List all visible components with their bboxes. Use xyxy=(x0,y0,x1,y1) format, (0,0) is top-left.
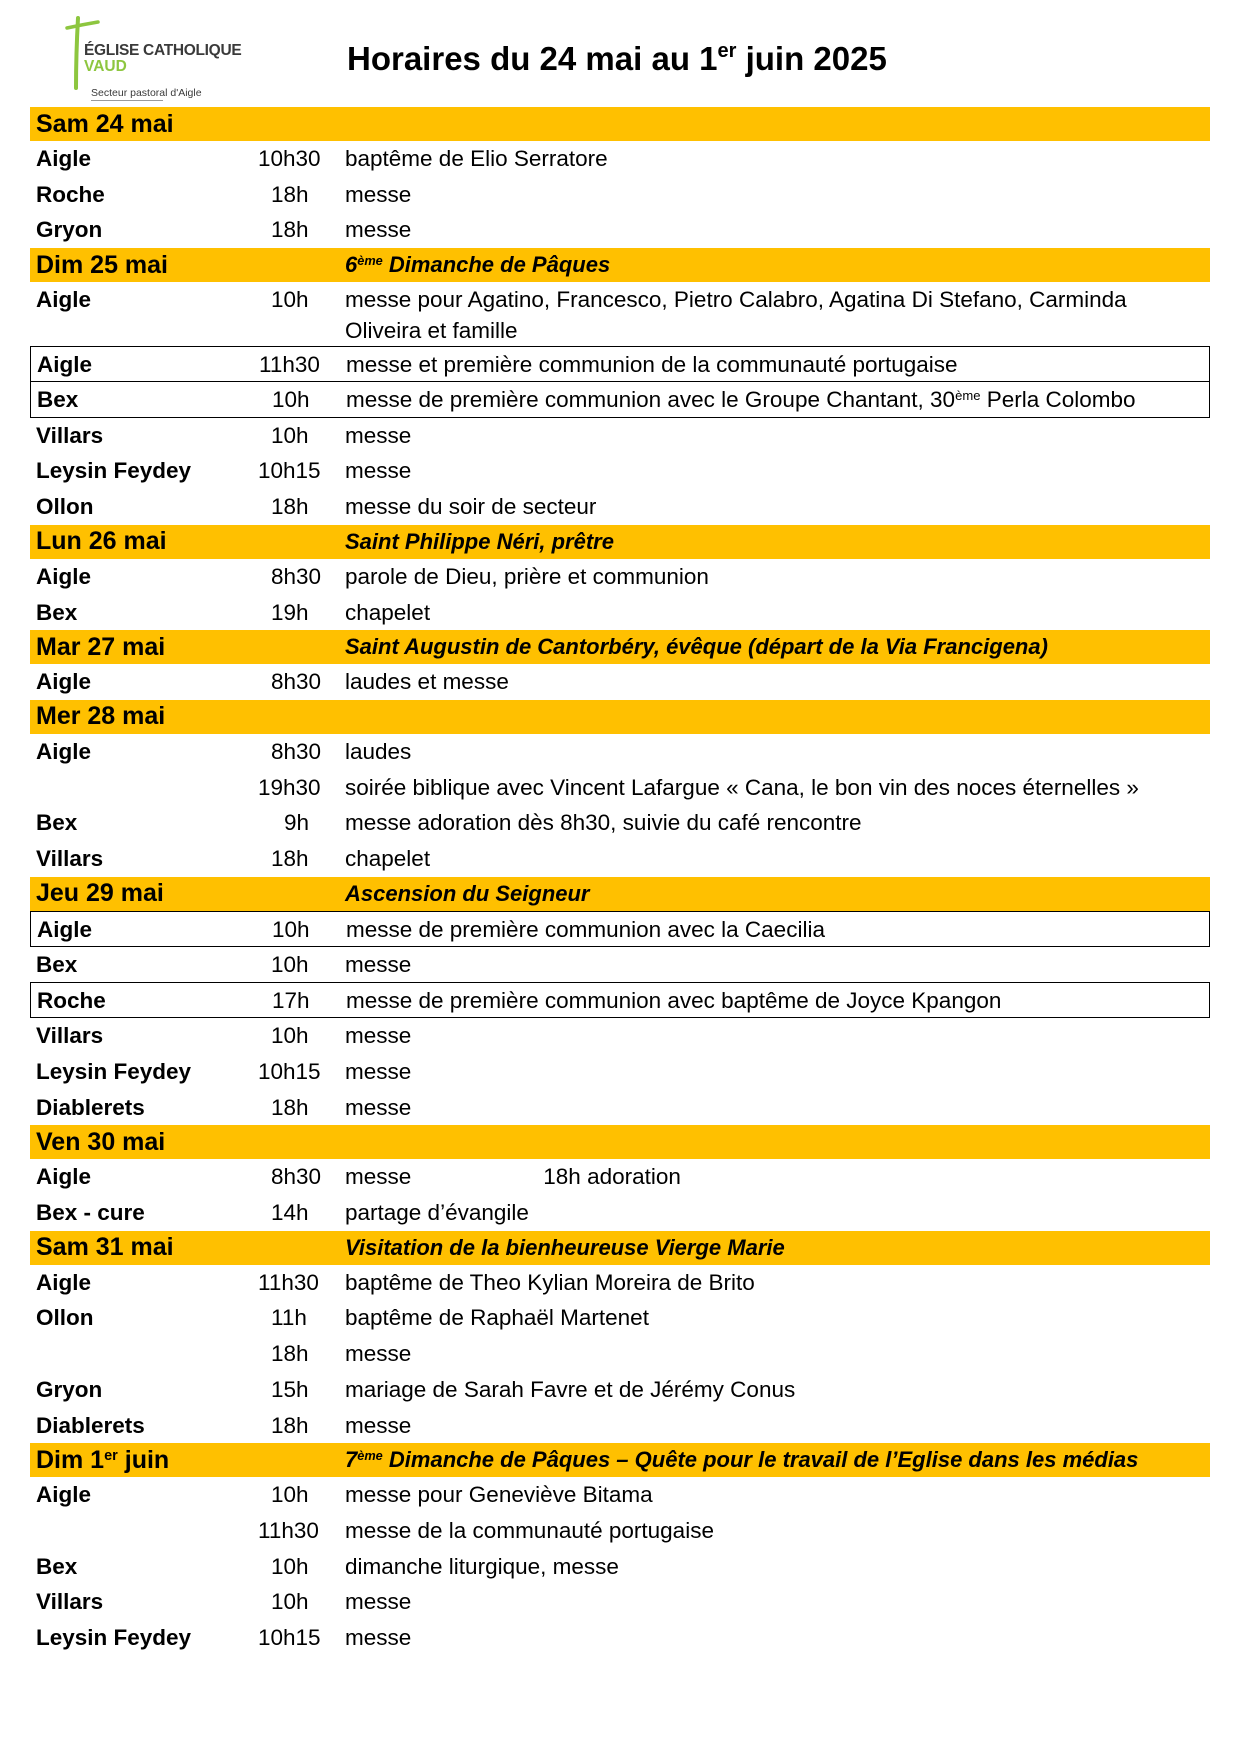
day-header xyxy=(30,107,1210,141)
schedule-row xyxy=(30,1300,1210,1336)
event: chapelet xyxy=(345,599,431,625)
day-label: Mar 27 mai xyxy=(36,632,166,661)
event: messe de la communauté portugaise xyxy=(345,1517,714,1543)
place: Bex xyxy=(36,810,78,836)
place: Gryon xyxy=(36,1376,103,1402)
time: 8h30 xyxy=(271,738,322,764)
time: 18h xyxy=(271,845,309,871)
event: messe xyxy=(345,1023,412,1049)
day-label: Sam 24 mai xyxy=(36,109,174,138)
day-header xyxy=(30,700,1210,734)
schedule-row xyxy=(30,453,1210,489)
schedule-row xyxy=(30,1549,1210,1585)
event: mariage de Sarah Favre et de Jérémy Conus xyxy=(345,1376,796,1402)
schedule-row xyxy=(30,734,1210,770)
place: Bex xyxy=(36,599,78,625)
day-label-month: juin xyxy=(117,1445,170,1474)
day-label xyxy=(30,1446,345,1475)
day-label-superscript: er xyxy=(104,1447,118,1464)
logo-text-church: ÉGLISE CATHOLIQUE xyxy=(84,42,242,59)
day-label: Sam 31 mai xyxy=(36,1233,174,1262)
place xyxy=(30,1336,252,1338)
event: messe adoration dès 8h30, suivie du café rencontre xyxy=(345,810,862,836)
time: 10h xyxy=(272,387,310,413)
day-label: Mer 28 mai xyxy=(36,702,166,731)
time: 10h30 xyxy=(258,146,321,171)
event: messe xyxy=(345,1094,412,1120)
place: Aigle xyxy=(36,563,92,589)
time: 8h30 xyxy=(271,563,322,589)
event: messe xyxy=(345,458,412,484)
logo xyxy=(64,12,264,104)
place: Aigle xyxy=(36,1482,92,1508)
title-superscript: er xyxy=(717,40,737,62)
event: messe xyxy=(345,951,412,977)
place: Diablerets xyxy=(36,1094,145,1120)
event-text-end: Perla Colombo xyxy=(980,387,1136,413)
feast-label xyxy=(345,1447,1138,1473)
schedule-row xyxy=(30,664,1210,700)
schedule-row-highlighted xyxy=(30,982,1210,1018)
schedule-row-highlighted xyxy=(30,911,1210,947)
place: Leysin Feydey xyxy=(36,1624,192,1650)
schedule-row xyxy=(30,947,1210,983)
schedule-row xyxy=(30,1265,1210,1301)
time: 18h xyxy=(271,1341,309,1367)
place: Aigle xyxy=(36,738,92,764)
schedule-row xyxy=(30,1477,1210,1513)
time: 10h15 xyxy=(258,1059,321,1084)
event: dimanche liturgique, messe xyxy=(345,1553,619,1579)
schedule-row xyxy=(30,595,1210,631)
feast-number: 7 xyxy=(345,1447,358,1473)
event xyxy=(345,1159,1210,1192)
event: messe xyxy=(345,181,412,207)
time: 10h xyxy=(271,422,309,448)
place: Bex xyxy=(36,1553,78,1579)
place xyxy=(30,770,252,772)
schedule-row xyxy=(30,1195,1210,1231)
feast-superscript: ème xyxy=(357,253,383,269)
schedule-row xyxy=(30,1584,1210,1620)
time: 8h30 xyxy=(271,669,322,695)
place: Ollon xyxy=(36,494,94,520)
place: Villars xyxy=(36,1589,104,1615)
place: Aigle xyxy=(36,287,92,313)
day-header xyxy=(30,630,1210,664)
time: 11h30 xyxy=(259,352,320,378)
schedule-row xyxy=(30,1336,1210,1372)
event: messe xyxy=(345,1059,412,1084)
day-label: Lun 26 mai xyxy=(36,527,167,556)
day-header xyxy=(30,1231,1210,1265)
schedule-row xyxy=(30,559,1210,595)
schedule-row-highlighted xyxy=(30,346,1210,382)
feast-label: Ascension du Seigneur xyxy=(345,880,590,906)
event: messe xyxy=(345,217,412,243)
place: Bex xyxy=(36,951,78,977)
title-main: Horaires du 24 mai au 1 xyxy=(347,40,718,77)
time: 10h15 xyxy=(258,1624,321,1650)
day-label: Ven 30 mai xyxy=(36,1127,166,1156)
time: 10h xyxy=(271,1482,309,1508)
time: 18h xyxy=(271,181,309,207)
time: 18h xyxy=(271,1412,309,1438)
feast-text: Dimanche de Pâques xyxy=(382,252,611,278)
feast-label xyxy=(345,252,610,278)
day-header xyxy=(30,525,1210,559)
logo-text-region: VAUD xyxy=(84,58,127,75)
place: Gryon xyxy=(36,217,103,243)
place: Leysin Feydey xyxy=(36,458,192,484)
schedule-row xyxy=(30,1372,1210,1408)
feast-label: Saint Augustin de Cantorbéry, évêque (départ de la Via Francigena) xyxy=(345,634,1048,660)
time: 18h xyxy=(271,217,309,243)
place: Aigle xyxy=(36,1164,92,1190)
schedule-row xyxy=(30,282,1210,346)
day-header xyxy=(30,877,1210,911)
schedule-row xyxy=(30,177,1210,213)
time: 11h xyxy=(271,1305,307,1331)
feast-text: Dimanche de Pâques – Quête pour le travail de l’Eglise dans les médias xyxy=(382,1447,1139,1473)
schedule-row xyxy=(30,1090,1210,1126)
time: 9h xyxy=(284,810,310,836)
event: laudes et messe xyxy=(345,669,509,695)
day-header xyxy=(30,1443,1210,1477)
event: laudes xyxy=(345,738,412,764)
time: 18h xyxy=(271,494,309,520)
schedule-row xyxy=(30,489,1210,525)
event: baptême de Raphaël Martenet xyxy=(345,1305,649,1331)
schedule-row xyxy=(30,1054,1210,1090)
schedule-row xyxy=(30,1159,1210,1195)
logo-divider xyxy=(91,100,163,101)
place: Aigle xyxy=(37,916,93,942)
place: Leysin Feydey xyxy=(36,1059,192,1084)
schedule-row xyxy=(30,141,1210,177)
event-superscript: ème xyxy=(955,387,981,403)
event: partage d’évangile xyxy=(345,1200,529,1226)
schedule-row xyxy=(30,1513,1210,1549)
time: 18h xyxy=(271,1094,309,1120)
event: messe de première communion avec la Caecilia xyxy=(346,916,825,942)
schedule-row xyxy=(30,418,1210,454)
event xyxy=(346,382,1209,415)
event: messe xyxy=(345,422,412,448)
event: messe xyxy=(345,1624,412,1650)
event: chapelet xyxy=(345,845,431,871)
place: Villars xyxy=(36,1023,104,1049)
day-label: Dim 25 mai xyxy=(36,250,169,279)
day-label-text: Dim 1 xyxy=(36,1445,105,1474)
event: baptême de Elio Serratore xyxy=(345,146,608,171)
schedule-row xyxy=(30,1018,1210,1054)
event-text: messe xyxy=(345,1164,412,1190)
time: 11h30 xyxy=(258,1517,319,1543)
place: Bex xyxy=(37,387,79,413)
event-extra: 18h adoration xyxy=(543,1164,681,1190)
place: Aigle xyxy=(36,146,92,171)
feast-superscript: ème xyxy=(357,1448,383,1464)
time: 15h xyxy=(271,1376,309,1402)
event: messe de première communion avec baptême de Joyce Kpangon xyxy=(346,988,1002,1014)
time: 10h xyxy=(271,1023,309,1049)
schedule-row-highlighted xyxy=(30,382,1210,418)
event: messe pour Geneviève Bitama xyxy=(345,1482,653,1508)
event-text: messe de première communion avec le Groupe Chantant, 30 xyxy=(346,387,956,413)
place: Villars xyxy=(36,422,104,448)
event: messe xyxy=(345,1412,412,1438)
title-end: juin 2025 xyxy=(736,40,887,77)
place xyxy=(30,1513,252,1515)
schedule-row xyxy=(30,805,1210,841)
feast-label: Visitation de la bienheureuse Vierge Marie xyxy=(345,1234,785,1260)
schedule-row xyxy=(30,212,1210,248)
schedule-row xyxy=(30,770,1210,806)
feast-label: Saint Philippe Néri, prêtre xyxy=(345,528,614,554)
page-title xyxy=(347,40,887,78)
time: 8h30 xyxy=(271,1164,322,1190)
event: messe xyxy=(345,1341,412,1367)
place: Aigle xyxy=(37,352,93,378)
place: Aigle xyxy=(36,1269,92,1295)
time: 11h30 xyxy=(258,1269,319,1295)
event: messe pour Agatino, Francesco, Pietro Calabro, Agatina Di Stefano, Carminda Oliveira et famille xyxy=(345,287,1127,344)
day-header xyxy=(30,248,1210,282)
event: messe xyxy=(345,1589,412,1615)
schedule-row xyxy=(30,1620,1210,1656)
place: Roche xyxy=(36,181,105,207)
time: 10h xyxy=(271,1589,309,1615)
day-header xyxy=(30,1125,1210,1159)
time: 10h xyxy=(271,1553,309,1579)
place: Diablerets xyxy=(36,1412,145,1438)
time: 10h xyxy=(272,916,310,942)
time: 19h xyxy=(271,599,309,625)
time: 10h15 xyxy=(258,458,321,484)
event: messe du soir de secteur xyxy=(345,494,597,520)
time: 17h xyxy=(272,988,310,1014)
schedule-row xyxy=(30,1408,1210,1444)
event: baptême de Theo Kylian Moreira de Brito xyxy=(345,1269,755,1295)
event: messe et première communion de la communauté portugaise xyxy=(346,352,958,378)
place: Bex - cure xyxy=(36,1200,145,1226)
logo-text-sector: Secteur pastoral d'Aigle xyxy=(91,87,202,99)
event: parole de Dieu, prière et communion xyxy=(345,563,709,589)
place: Ollon xyxy=(36,1305,94,1331)
place: Aigle xyxy=(36,669,92,695)
schedule-row xyxy=(30,841,1210,877)
time: 19h30 xyxy=(258,774,321,800)
day-label: Jeu 29 mai xyxy=(36,879,164,908)
place: Villars xyxy=(36,845,104,871)
schedule-table xyxy=(30,107,1210,1656)
time: 10h xyxy=(271,287,309,313)
time: 14h xyxy=(271,1200,309,1226)
time: 10h xyxy=(271,951,309,977)
place: Roche xyxy=(37,988,106,1014)
feast-number: 6 xyxy=(345,252,358,278)
event: soirée biblique avec Vincent Lafargue « Cana, le bon vin des noces éternelles » xyxy=(345,774,1139,800)
